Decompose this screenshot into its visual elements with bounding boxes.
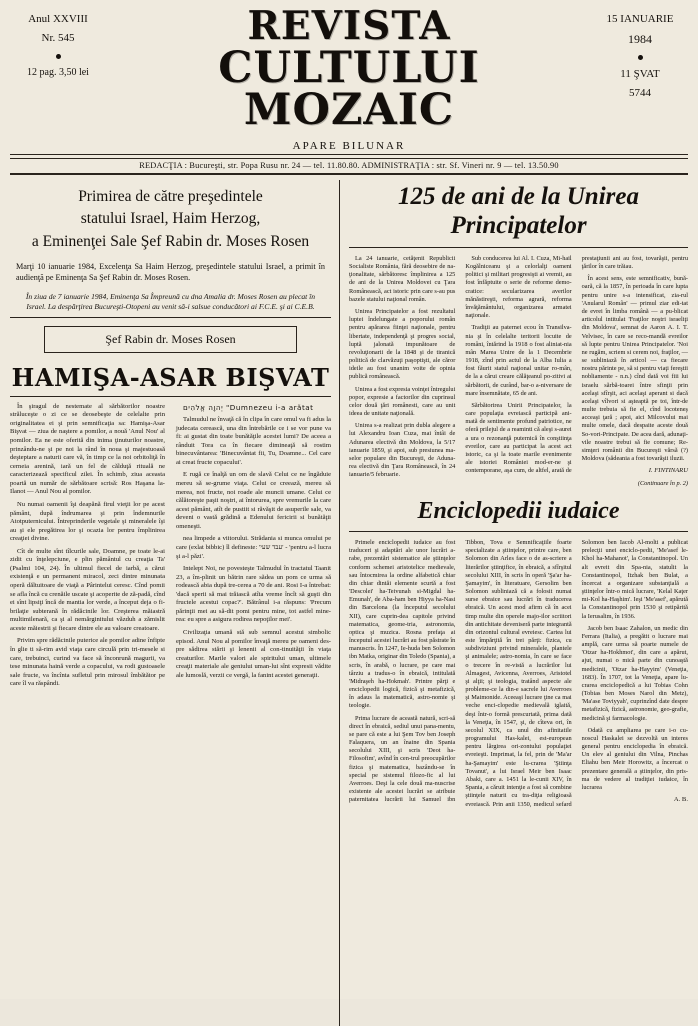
issue-number: Nr. 545 xyxy=(41,31,75,44)
paper-subtitle: APARE BILUNAR xyxy=(292,139,406,152)
rabbi-paragraph: nea limpede a viitorului. Strădania si munca omului pe care (exlat bibbic) îl defineste: 'עבד שעי' - 'pentru a-l lucra şi a-l păzi'. xyxy=(176,535,331,560)
editorial-address-line: REDACŢIA : Bucureşti, str. Popa Rusu nr. 24 — tel. 11.80.80. ADMINISTRAŢIA : str. Sf. Vineri nr. 9 — tel. 13.50.90 xyxy=(10,158,688,175)
masthead-right-info xyxy=(592,6,688,102)
rabbi-paragraph: Privim spre rădăcinile puterice ale pomilor adine înfipte în glie ti să-rim avid viaţa care circulă prin tri-mesele si care, trebuinci, curind va face să înconrună magurii, va tese minunata haină verde a copacului, va rodi gustoasele sale fructe, va încînta sufletul prin mirosul îmbătător pe care îl va răspândi. xyxy=(10,637,165,688)
lead-title-line1: Primirea de către preşedintele xyxy=(78,187,263,205)
lead-article-body: Marţi 10 ianuarie 1984, Excelenţa Sa Haim Herzog, preşedintele statului Israel, a primit în audienţă pe Eminenţa Sa Şef Rabin dr. Moses Rosen. xyxy=(16,262,325,283)
decorative-dot xyxy=(56,54,61,59)
masthead xyxy=(10,3,688,155)
paper-title-line1: REVISTA xyxy=(247,3,451,49)
unire-paragraph: Sub conducerea lui Al. I. Cuza, Mi-hail Kogălniceanu şi a celorlalţi oameni politici şi militari progresişti ai vremii, au fost înfăptuite o serie de reforme demo-cratice: secularizarea averilor mănăstireşti, reforma agrară, reforma învăţământului, organizarea armatei naţionale. xyxy=(465,254,572,320)
date-gregorian: 15 IANUARIE xyxy=(606,13,674,25)
left-column xyxy=(10,180,340,1026)
rabbi-paragraph: Talmudul ne învaţă că în clipa în care omul va fi adus la judecata cerească, una din întrebările ce i se vor pune va fi: ai gustat din toate bunătăţile acestei lumi? De aceea a rânduit Tora ca în fiecare dimineaţă să rostim binecuvântarea: 'Binecuvântat fii, Tu, Doamne... Cel care ai creat fructe copacului'. xyxy=(176,416,331,466)
enciclopedii-paragraph: Jacob ben Isaac Zahalon, un medic din Ferrara (Italia), a pregătit o lucrare mai amplă, care urma să poarte numele de 'Otzar ha-Hokhmot', din care a apărut, ajut, numai o mică parte din cunoaştă medicinii, 'Otzar ha-Hayyim' (Veneţia, 1683). În 1707, tot la Veneţia, apare lu-crarea enciclopedică a lui Tobias Cohn (Tobias ben Moses Narol din Metz), 'Ma'ase Toviyyah', cuprinzînd date despre metafizică, fizică, astronomie, geo-grafie, medicină şi farmacologie. xyxy=(581,624,688,722)
year-gregorian: 1984 xyxy=(628,31,652,46)
rabbi-article-headline: HAMIŞA-ASAR BIŞVAT xyxy=(11,362,330,392)
unire-paragraph: Tradiţii au paternei ecou în Transilva-nia şi în celelalte teritorii locuite de români, întărind la 1918 o fost aliniat-nia mân Marea Unire de la 1 Decembrie 1918, zînd prin actul de la Alba Iulia a fost făurit statul naţional unitar ro-mân, de la a cărui creare călăţeanul po-zitivi ai sărbătorii, de curând, bar-o a-niversare de mare însemnătate, 65 de ani. xyxy=(465,324,572,397)
enciclopedii-signature: A. B. xyxy=(673,796,688,804)
enciclopedii-body xyxy=(349,532,688,809)
unire-paragraph: Unirea Principatelor a fost rezultatul luptei îndelungate a poporului român pentru apărarea fiinţei naţionale, pentru libertate, independenţă şi progres social, luptă jalonată impunătoare de revoluţionarii de la 1848 şi de tiranică politică de clarvăzuţi paşoptişti, ale căror ideile au fost unanim voite de opinia publică românească. xyxy=(349,308,456,381)
enciclopedii-title: Enciclopedii iudaice xyxy=(417,498,620,524)
unire-continuation: (Continuare în p. 2) xyxy=(637,479,688,487)
right-column xyxy=(340,180,688,1026)
unire-paragraph: În acest sens, este semnificativ, bună-oară, că la 1857, în perioada în care lupta pentru unire s-a intensificat, zia-rul 'Anularul Român' — primul ziar edi-tat de evrei în limba română — a pu-blicat articolul intitulat 'Fraţilor noştri israeliţi din Moldova', semnat de Aaron A. I. T. Velvisec, în care se reco-mandă evreilor să lupte pentru Unirea Principatelor. 'Noi ne rugăm, scriem si cerem noi, fraţilor, — se subliniază în articol — ca fiecare nostru părinte pe, să si pentru viaţi fereştii nobliamente - n.n.) cînd dată voi fiii lui israelu sărbă-toarei între sfinţii prin acelaşi sfîrşit, aci acelaşi aperant si dacă acelaşi vîlvori si aşteaptă pe toi, într-de multe trebuia să fie el, cînd locoteneş acceaşi ţară ; apoi, aici Milcovului mai multe omele, dacă despaite aceste două So-vori-Principate. De acea dară, adunaţi-vile noastre trebui să fie comune; Re-simţeri românii din Bucureşti vărsă (?) Moldova (sădeania a fost tovarăşii iluzii. xyxy=(581,275,688,463)
unire-article-title xyxy=(349,180,688,240)
rabbi-paragraph: Cît de multe sînt tîlcurile sale, Doamne, pe toate le-ai zidit cu înţelepciune, e plin pământul cu creaţia Ta' (Psalmi 104, 24). În ultimul fiecel de iarbă, a cărui existenţă e un permanent miracol, zeci dintre minunata operă dăltuitoare de viaţă a Pârintelui ceresc. Cînd pomii se afla încă cu crenăile uscate şi acoperite de ză-padă, cînd ei sînt lipsiţi încă de mantia lor verde, a început deja o fi-brilaţie subterană în rădăcinile lor. Creşterea măiastră multimilenară, ca şi al nemărginitului văzduh a zămislit aceste măiestrii şi fiecare dintre ele au valoare creatoare. xyxy=(10,547,165,632)
rabbi-paragraph: În şiragul de nestemate al sărbătorilor noastre străluceşte o zi ce se deosebeşte de celelalte prin originalitatea ei şi prin semnificaţia sa: Hamişa-Asar Bişvat — ziua de naştere a pomilor, a nouă 'Anul Nou' al pomilor. Ea ne este oferită din inima ţinuturilor noastre, prinzându-ne şi pe noi la rând în noua şi majestuoasă deşteptare a naturii care vă, în timp ce la noi orbitoliţă în cerneia arenină, iară un fel de călduţă rituală ne caracterizează specificul zilei. În schimb, ziua aceasta poartă un număr de sărbătoare scrisă: Ros Haşana la-Ilanot — Anul Nou al pomilor. xyxy=(10,402,165,496)
unire-paragraph: Sărbătorirea Unirii Principatelor, la care populaţia evreiască participă ani-mată de sentimente profund patriotice, ne oferă prilejul de a reaminti că aleşi s-aurei a ura o rezonanţă puternică în conştiinţa evreilor, care au participat la acest act istoric, ca şi la toate marile evenimente ale istoriei României mod-er-ne şi contemporane, aşa cum, de altfel, arată de prestaţiunii ani au fost, tovarăşii, pentru ţărilor în care trăiau. xyxy=(465,254,688,475)
rabbi-name-box: Şef Rabin dr. Moses Rosen xyxy=(44,326,297,353)
rabbi-article-body xyxy=(10,403,331,689)
rabbi-paragraph: Civilizaţia umană stă sub semnul acestui simbolic episod. Anul Nou al pomilor învaţă mereu pe oameni des-pre sădirea stării şi lenenii al con-tinuităţii în viaţa creaturilor. Marile valori ale spiritului uman, ultimele creaţii materiale ale geniului uman-lui sînt expresii vădite ale lumoslă, verzii ce vergă, la fanint acestei generaţii. xyxy=(176,629,331,679)
unire-article-body xyxy=(349,248,688,488)
rabbi-paragraph: Nu numai oamenii îşi deapănă firul vieţii lor pe acest pământ, după îndrumarea şi prin îndemnurile Atotputernicului. Întreprinderile vegetale şi mineralele îşi au şi ele pregătirea lor şi ocazia lor pentru împlinirea creaţiei divine. xyxy=(10,500,165,543)
rule-divider xyxy=(10,396,331,397)
unire-paragraph: Unirea s-a realizat prin dubla alegere a lui Alexandru Ioan Cuza, mai întâi de Adunarea electivă din Moldova, la 5/17 ianuarie 1859, şi apoi, sub presiunea ma-selor populare din Bucureşti, de Aduna-rea electivă din Ţara Românească, în 24 ianuarie/5 februarie. xyxy=(349,422,456,479)
hebrew-quote-line: יְהוָה אֱלֹהִים "Dumnezeu i-a arătat xyxy=(183,402,314,412)
unire-paragraph: Unirea a fost expresia voinţei întregului popor, expresie a factorilor din cuprinsul celor două ţări românesti, care au unit ideea de unitate naţională. xyxy=(349,385,456,418)
masthead-title-block xyxy=(106,3,592,152)
rabbi-paragraph: E rugă ce înalţă un om de slavă Celui ce ne îngăduie mereu să se-grume viaţa. Celui ce creează, mereu să merea, noi fructe, noi roade ale muncii umane. Celui ce călătoreşte paşii noştri, ai întorurea, spre vremurile la care acest pământ, atît de pustiit si răvăşit de asuperile sale, va deveni o vastă grădină a Edenului fericirii si bunătăţii omeneşti. xyxy=(176,471,331,530)
unire-paragraph: La 24 ianuarie, cetăţenii Republicii Socialiste România, fără deosebire de na-ţionalitate, sărbătoresc împlinirea a 125 de ani de la Unirea Moldovei cu Ţara Românească, act istoric prin care s-au pus bazele statului naţional român. xyxy=(349,254,456,303)
unire-title-line1: 125 de ani de la Unirea xyxy=(398,182,639,210)
date-hebrew: 11 ŞVAT xyxy=(620,68,660,81)
unire-signature: I. FINTINARU xyxy=(648,467,688,475)
content-area xyxy=(10,180,688,1026)
masthead-left-info xyxy=(10,6,106,80)
enciclopedii-paragraph: Primele enciclopedii iudaice au fost traduceri şi adaptări ale unor lucrări a-rabe, prezentări sistematice ale ştiinţelor conform schemei aristotelice medievale, sau întocmirea la ordine alfabetică chiar din chiar dintăi elemente scurtă a fost 'Descolei' ha-Teivunah si-Migdal ha-Emunah', de Aba-ham ben Hiyya ha-Nasi din Barcelona (la începutul secolului XII), care cuprin-dea capitole privind matematica, geome-tria, astronomia, optica şi muzica. Rosna prefaţa ai începutul acestei lucrări au fost păstrate în manuscris. În 1247, Ie-huda ben Solomon ibn Matka, originar din Toledo (Spania), a scris, în arabă, o lucrare, pe care mai târziu a tradus-o în ebraică, intitulată 'Midraşeh ha-Hokmah'. Printre părţi e enciclopedii logică, fizică şi metafizică, în adaus la matematică, astro-nomie şi teologie. xyxy=(349,539,456,710)
issue-year: Anul XXVIII xyxy=(28,13,88,25)
year-hebrew: 5744 xyxy=(629,87,651,100)
unire-title-line2: Principatelor xyxy=(450,211,587,239)
lead-article-note: În ziua de 7 ianuarie 1984, Eminenţa Sa Împreună cu dna Amalia dr. Moses Rosen au plecat în Israel. La despărţirea Bucureşti-Otopeni au venit să-i salsue conducători ai F.C.E. şi ai C.E.B. xyxy=(25,292,316,311)
paper-title-line2: CULTULUI MOZAIC xyxy=(218,43,480,135)
lead-title-line2: statului Israel, Haim Herzog, xyxy=(80,210,261,228)
lead-article-title xyxy=(10,180,331,253)
lead-title-line3: a Eminenţei Sale Şef Rabin dr. Moses Rosen xyxy=(31,232,310,250)
issue-price: 12 pag. 3,50 lei xyxy=(27,66,89,78)
lead-article xyxy=(10,180,331,318)
rabbi-paragraph: Intelept Noi, ne povesteşte Talmudul în tractatul Taanit 23, a îm-plinit un bătrin rare sădea un pom ce urma să rodească abia după tre-cerea a 70 de ani. Rosi I-a întrebat: 'dacă sperii să mai trăiască atîta vreme încît să guşti din fructele acestui copac?'. Bătrânul i-a răspuns: 'Precum părinţii mei au să-dit pomi pentru mine, tot astfel mine-rea: eu spre a asigura rodirea nepoţilor mei'. xyxy=(176,565,331,624)
enciclopedii-paragraph: Prima lucrare de această natură, scri-să direct în ebraică, sediul unui pana-mentu, se pare că este a lui Şem Tov ben Joseph Falaquera, un an înaine din Spania secolului XIII, şi scris 'Deot ha-Filosofim', avînd în cen-trul preocupărilor fizica şi matematica, bazându-se în special pe sistemul filozo-fic al lui Averroes. Deşi la cele două ma-nuscrise existente ale acestei lucrări se atribuie paternitatea lucrării lui Samuel ibn Tibbon, Tova e Semnificaţiile foarte specializate a ştiinţelor, printre care, ben Solomon din Arles face o de as-scriere a literărilor ştiinţifice, în ebraică, a sfîrşitul secolului XIII, în scris în operă 'Şa'ar ha-Şamayim', în literatuare, Gersolim ben Solomon subliniază că a folosit numai surse ebraice sau lucrări în traducerea ebraică. Un acest mod afirm că în acei timp multe din operele majo-ilor scriitori din antichitate deveniseră parte integrantă din orizontul cultural evreiesc. Cartea lui este împărţită în trei părţi: fizica, cu subdiviziuni privind mineralele, plantele şi animalele; astro-nomia, în care se face o trecere în re-vistă a lucrărilor lui Almagest, Avicenna, Averroes, Aristotel şi alţii; şi teologia, tratând aspecte ale probleme-ce la din-e sacrele lui Averroes şi Maimonide. Aceeaşi lucrare ţine ca mai veche enci-clopedie medievală iglaită, deşi într-o formă prescurtată, prima dată la Veneţia, în 1547, şi, de cîteva ori, în secolul XIX, ca unul din afinitatile programului Has-kalei, est-european pentru lărgirea ori-zontului populaţiei evreieşti. Imprimat, la fel, prin de 'Ma'ar ha-Şamayim' este lu-crarea 'Ştiinţa Tovanut', a lui Israel Meir ben Isaac Abaki, care a. 1451 la le-cunii XIV, în Spania, a căruit intenţie a fost să combine ştiinţele naturii cu tra-diţia religioasă evreiască. Prin anii 1350, medicul sefard Solomon ben Iacob Al-molti a publicat prelecţii unei enciclo-pedii, 'Me'asef le-Khol ha-Mahanot', la Constantinopol. Un alt evreit din Spa-nia, statulit la Constantinopol, Itzhak ben Bulat, a încercat a organizare substanţială a ştiinţelor într-o mică lucrare, 'Kelal Kaţer mi-Kol ha-Haşhim'. Ieşi 'Me'asef', apărută la Constantinopol prin 1530 şi retipărită la Ierusalim, în 1936. xyxy=(349,539,688,808)
decorative-dot-right xyxy=(638,55,643,60)
enciclopedii-paragraph: Odată cu ampliarea pe care i-o cu-noscul Haskalei se dezvoltă un interes general pentru enciclopedia în ebraică. Un elev al geniului din Vilna, Pinchas Eliahu ben Meir Horowitz, a încercat o prezentare generală a ştiinţelor, din pris-ma de vedere al tradiţiei iudaice, în lucrarea xyxy=(581,726,688,791)
